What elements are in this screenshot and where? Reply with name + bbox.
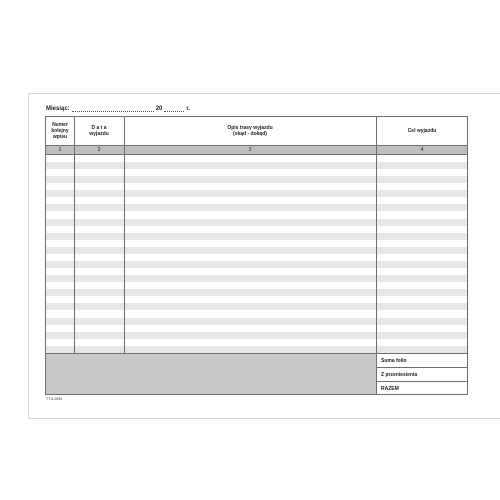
column-number: 3 bbox=[248, 147, 252, 153]
carried-over-cell[interactable]: Z przeniesienia bbox=[377, 368, 468, 382]
table-row[interactable] bbox=[46, 204, 467, 211]
sum-folio-cell[interactable]: Suma folio bbox=[377, 354, 468, 368]
year-suffix: r. bbox=[186, 106, 191, 112]
table-row[interactable] bbox=[46, 346, 467, 353]
table-row[interactable] bbox=[46, 325, 467, 332]
trip-log-table bbox=[45, 116, 468, 395]
table-row[interactable] bbox=[46, 233, 467, 240]
table-row[interactable] bbox=[46, 240, 467, 247]
column-number: 2 bbox=[97, 147, 101, 153]
table-row[interactable] bbox=[46, 275, 467, 282]
entry-rows bbox=[46, 155, 467, 353]
table-row[interactable] bbox=[46, 261, 467, 268]
table-row[interactable] bbox=[46, 219, 467, 226]
table-row[interactable] bbox=[46, 303, 467, 310]
table-row[interactable] bbox=[46, 268, 467, 275]
column-divider bbox=[376, 117, 377, 353]
totals-box bbox=[376, 354, 468, 395]
table-row[interactable] bbox=[46, 289, 467, 296]
table-row[interactable] bbox=[46, 254, 467, 261]
table-row[interactable] bbox=[46, 332, 467, 339]
header-entry-number: Numer kolejny wpisu bbox=[51, 122, 69, 140]
column-divider bbox=[124, 117, 125, 353]
table-row[interactable] bbox=[46, 247, 467, 254]
header-departure-date: D a t a wyjazdu bbox=[89, 125, 109, 137]
table-row[interactable] bbox=[46, 190, 467, 197]
column-number: 1 bbox=[58, 147, 62, 153]
table-footer bbox=[46, 353, 467, 395]
table-row[interactable] bbox=[46, 296, 467, 303]
table-row[interactable] bbox=[46, 318, 467, 325]
table-row[interactable] bbox=[46, 197, 467, 204]
year-blank bbox=[164, 106, 184, 112]
table-row[interactable] bbox=[46, 155, 467, 162]
header-trip-purpose: Cel wyjazdu bbox=[407, 128, 437, 134]
table-row[interactable] bbox=[46, 282, 467, 289]
table-row[interactable] bbox=[46, 162, 467, 169]
table-row[interactable] bbox=[46, 169, 467, 176]
footer-shaded-area bbox=[46, 354, 376, 395]
table-header bbox=[46, 117, 467, 146]
header-route-description: Opis trasy wyjazdu (skąd - dokąd) bbox=[227, 125, 273, 137]
column-divider bbox=[74, 117, 75, 353]
month-label: Miesiąc: bbox=[46, 106, 70, 112]
table-row[interactable] bbox=[46, 176, 467, 183]
table-row[interactable] bbox=[46, 212, 467, 219]
year-prefix: 20 bbox=[155, 106, 163, 112]
column-number: 4 bbox=[420, 147, 424, 153]
table-row[interactable] bbox=[46, 311, 467, 318]
month-line bbox=[46, 106, 190, 112]
grand-total-cell[interactable]: RAZEM bbox=[381, 386, 399, 392]
column-number-row bbox=[46, 146, 467, 155]
month-blank bbox=[72, 106, 154, 112]
table-row[interactable] bbox=[46, 339, 467, 346]
form-code: TT-5-0055 bbox=[46, 397, 63, 401]
table-row[interactable] bbox=[46, 226, 467, 233]
table-row[interactable] bbox=[46, 183, 467, 190]
